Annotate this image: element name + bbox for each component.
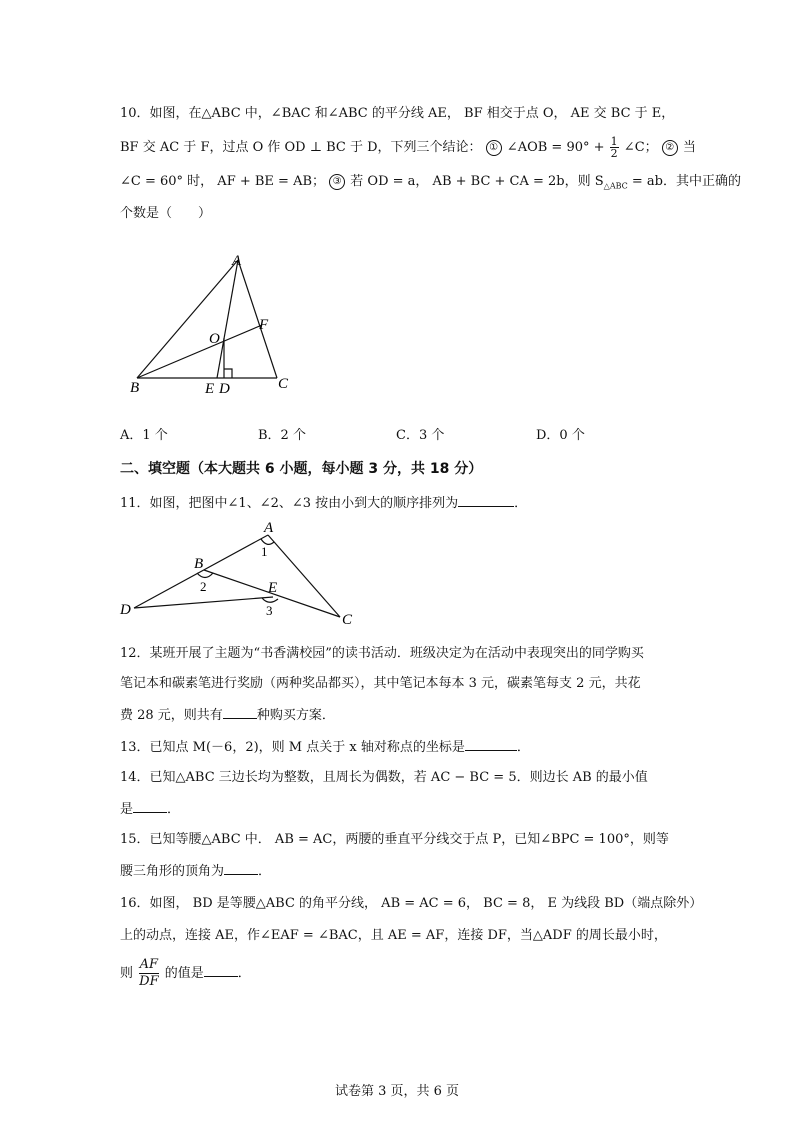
q15-line2: [120, 860, 680, 882]
q14-line2: [120, 798, 680, 820]
q10-triangle-figure: [120, 245, 310, 405]
bisector-bf: [137, 325, 262, 378]
q10-option-d: D．0 个: [536, 428, 585, 443]
q10-conclusion1: ∠AOB = 90° +: [506, 140, 605, 155]
angle-arc-3: [262, 598, 278, 602]
angle-label-2: 2: [200, 579, 207, 594]
q10-marker-2: ②: [662, 140, 678, 156]
q16-line2: 上的动点，连接 AE，作∠EAF = ∠BAC，且 AE = AF，连接 DF，当△ADF 的周长最小时，: [120, 928, 667, 943]
q16-end: ．: [237, 966, 251, 981]
label-b: B: [194, 556, 204, 572]
q16-line1: 16．如图， BD 是等腰△ABC 的角平分线， AB = AC = 6， BC = 8， E 为线段 BD（端点除外）: [120, 896, 703, 911]
label-d: D: [120, 602, 131, 618]
q11-answer-blank: [458, 492, 514, 507]
label-a: A: [264, 520, 274, 536]
q10-option-c: C．3 个: [396, 428, 445, 443]
section-heading: 二、填空题（本大题共 6 小题，每小题 3 分，共 18 分）: [120, 461, 483, 477]
angle-arc-2: [197, 573, 213, 578]
q16-fraction: [139, 957, 158, 990]
q10-conclusion2-start: 当: [682, 140, 696, 155]
q16-frac-den: DF: [139, 974, 159, 989]
q10-marker-3: ③: [329, 174, 345, 190]
q10-option-b: B．2 个: [258, 428, 306, 443]
q16-text2: 的值是: [164, 966, 204, 981]
q10-option-a: A．1 个: [120, 428, 168, 443]
side-ac: [238, 260, 277, 378]
page-footer: 试卷第 3 页，共 6 页: [334, 1084, 460, 1099]
q13-end: ．: [516, 740, 530, 755]
q12-text: 费 28 元，则共有: [120, 708, 223, 723]
q11-line: [120, 492, 680, 514]
q13-line: [120, 736, 680, 758]
q16-text: 则: [120, 966, 134, 981]
q11-text: 11．如图，把图中∠1、∠2、∠3 按由小到大的顺序排列为: [120, 496, 459, 511]
q11-figure: [118, 520, 368, 630]
q13-text: 13．已知点 M(－6，2)，则 M 点关于 x 轴对称点的坐标是: [120, 740, 465, 755]
q10-marker-1: ①: [486, 140, 502, 156]
label-b: B: [130, 380, 140, 396]
q10-line2-text: BF 交 AC 于 F，过点 O 作 OD ⊥ BC 于 D，下列三个结论：: [120, 140, 482, 155]
label-c: C: [342, 612, 353, 628]
q10-fraction: [610, 136, 619, 159]
q10-conclusion3: 若 OD = a， AB + BC + CA = 2b，则 S: [350, 174, 604, 189]
label-f: F: [259, 317, 269, 333]
q15-end: ．: [258, 864, 272, 879]
q16-answer-blank: [204, 962, 238, 977]
label-e: E: [268, 580, 278, 596]
line-de: [134, 597, 273, 608]
q14-line1: 14．已知△ABC 三边长均为整数，且周长为偶数，若 AC − BC = 5．则边长 AB 的最小值: [120, 770, 648, 785]
q14-end: ．: [167, 802, 181, 817]
q13-answer-blank: [465, 736, 517, 751]
q14-text: 是: [120, 802, 134, 817]
q15-line1: 15．已知等腰△ABC 中． AB = AC，两腰的垂直平分线交于点 P，已知∠BPC = 100°，则等: [120, 832, 669, 847]
q12-end: 种购买方案．: [256, 708, 335, 723]
bisector-ae: [217, 260, 238, 378]
q16-frac-num: AF: [139, 957, 159, 972]
q14-answer-blank: [133, 798, 167, 813]
q11-end: ．: [514, 496, 528, 511]
q10-frac-num: 1: [610, 135, 618, 148]
side-ab: [137, 260, 238, 378]
q10-line1: 10．如图，在△ABC 中，∠BAC 和∠ABC 的平分线 AE， BF 相交于点 O， AE 交 BC 于 E，: [120, 106, 675, 121]
label-d: D: [219, 381, 230, 397]
q10-conclusion2: ∠C = 60° 时， AF + BE = AB；: [120, 174, 326, 189]
q16-line3: [120, 956, 680, 992]
label-e: E: [205, 381, 215, 397]
label-c: C: [278, 376, 289, 392]
q12-line2: 笔记本和碳素笔进行奖励（两种奖品都买），其中笔记本每本 3 元，碳素笔每支 2 元，共花: [120, 676, 641, 691]
q12-answer-blank: [223, 704, 257, 719]
q15-answer-blank: [224, 860, 258, 875]
label-o: O: [209, 331, 220, 347]
q10-subscript: △ABC: [603, 181, 628, 191]
angle-label-3: 3: [266, 603, 273, 618]
q10-conclusion3-end: = ab．其中正确的: [627, 174, 741, 189]
angle-label-1: 1: [261, 544, 268, 559]
q12-line1: 12．某班开展了主题为“书香满校园”的读书活动．班级决定为在活动中表现突出的同学购买: [120, 646, 644, 661]
q10-line4: 个数是（ ）: [120, 206, 212, 221]
q12-line3: [120, 704, 680, 726]
q10-frac-den: 2: [610, 147, 618, 160]
right-angle-mark: [224, 369, 232, 378]
q10-conclusion1-end: ∠C；: [623, 140, 658, 155]
q10-line2: [120, 135, 696, 160]
q15-text: 腰三角形的顶角为: [120, 864, 225, 879]
label-a: A: [232, 253, 242, 269]
q10-line3: [120, 172, 741, 197]
